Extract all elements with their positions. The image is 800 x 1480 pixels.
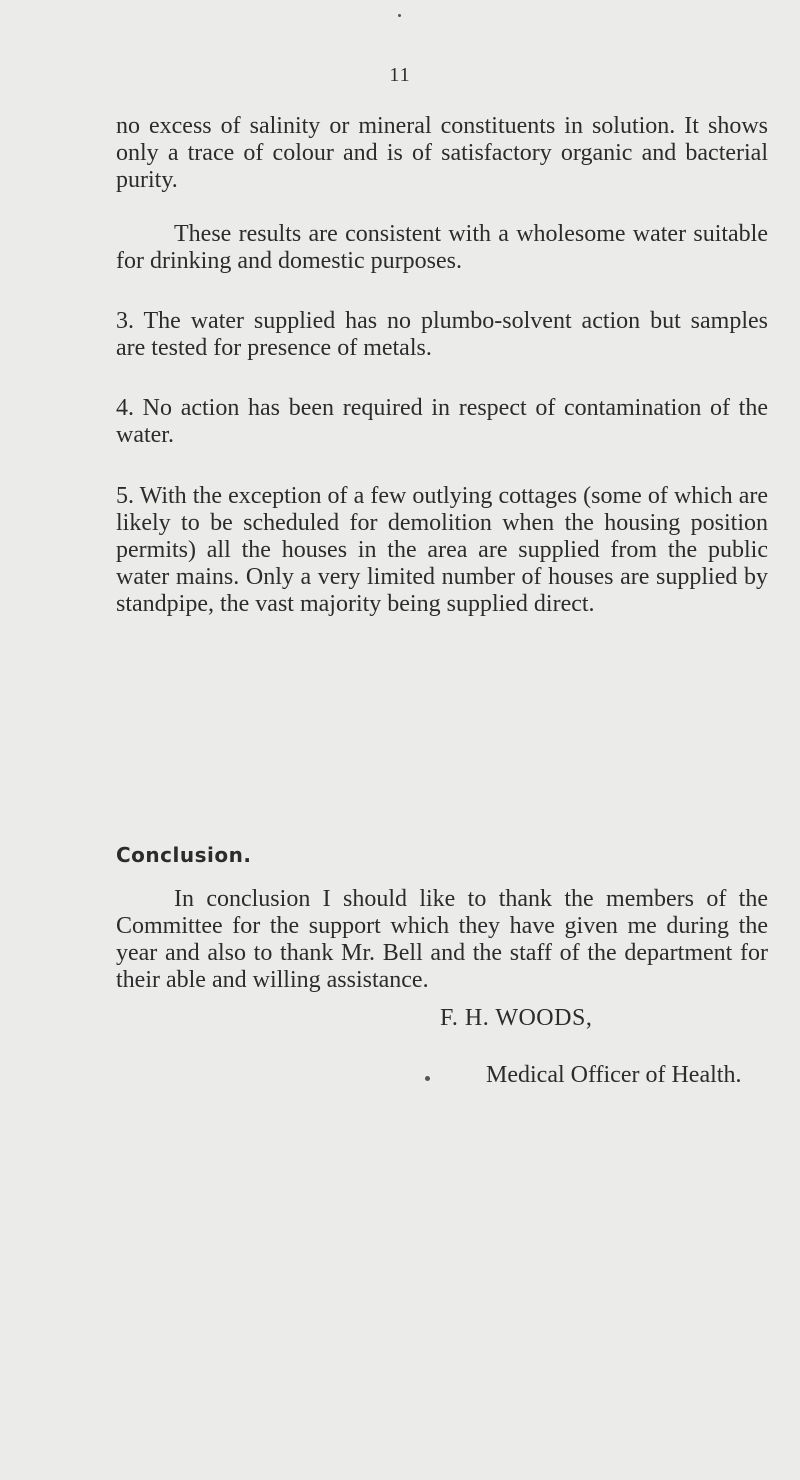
paragraph-item-5: 5. With the exception of a few outlying cottages (some of which are likely to be scheduled for demolition when the housing position permits) all the houses in the area are supplied from the public water mains. Only a very limited number of houses are supplied by standpipe, the vast majority being supplied direct.: [116, 483, 768, 617]
paragraph-item-4: 4. No action has been required in respect of contamination of the water.: [116, 395, 768, 448]
paragraph-block: [116, 308, 768, 362]
paragraph-continuation: [116, 113, 768, 194]
paragraph-block: [116, 395, 768, 449]
paragraph-salinity: no excess of salinity or mineral constituents in solution. It shows only a trace of colour and is of satisfactory organic and bacterial purity.: [116, 113, 768, 193]
paper-speck: [425, 1076, 430, 1081]
signature-name: F. H. WOODS,: [440, 1005, 593, 1031]
paragraph-block: [116, 483, 768, 618]
paragraph-item-3: 3. The water supplied has no plumbo-solvent action but samples are tested for presence of metals.: [116, 308, 768, 361]
paragraph-block: [116, 221, 768, 275]
signature-title: Medical Officer of Health.: [486, 1062, 742, 1088]
paragraph-conclusion: In conclusion I should like to thank the members of the Committee for the support which they have given me during the year and also to thank Mr. Bell and the staff of the department for their able and willing assistance.: [116, 886, 768, 993]
conclusion-heading: Conclusion.: [116, 843, 252, 867]
paper-speck: [398, 14, 401, 17]
paragraph-block: [116, 886, 768, 994]
paragraph-results: These results are consistent with a wholesome water suitable for drinking and domestic purposes.: [116, 221, 768, 274]
page-number: 11: [389, 64, 411, 86]
